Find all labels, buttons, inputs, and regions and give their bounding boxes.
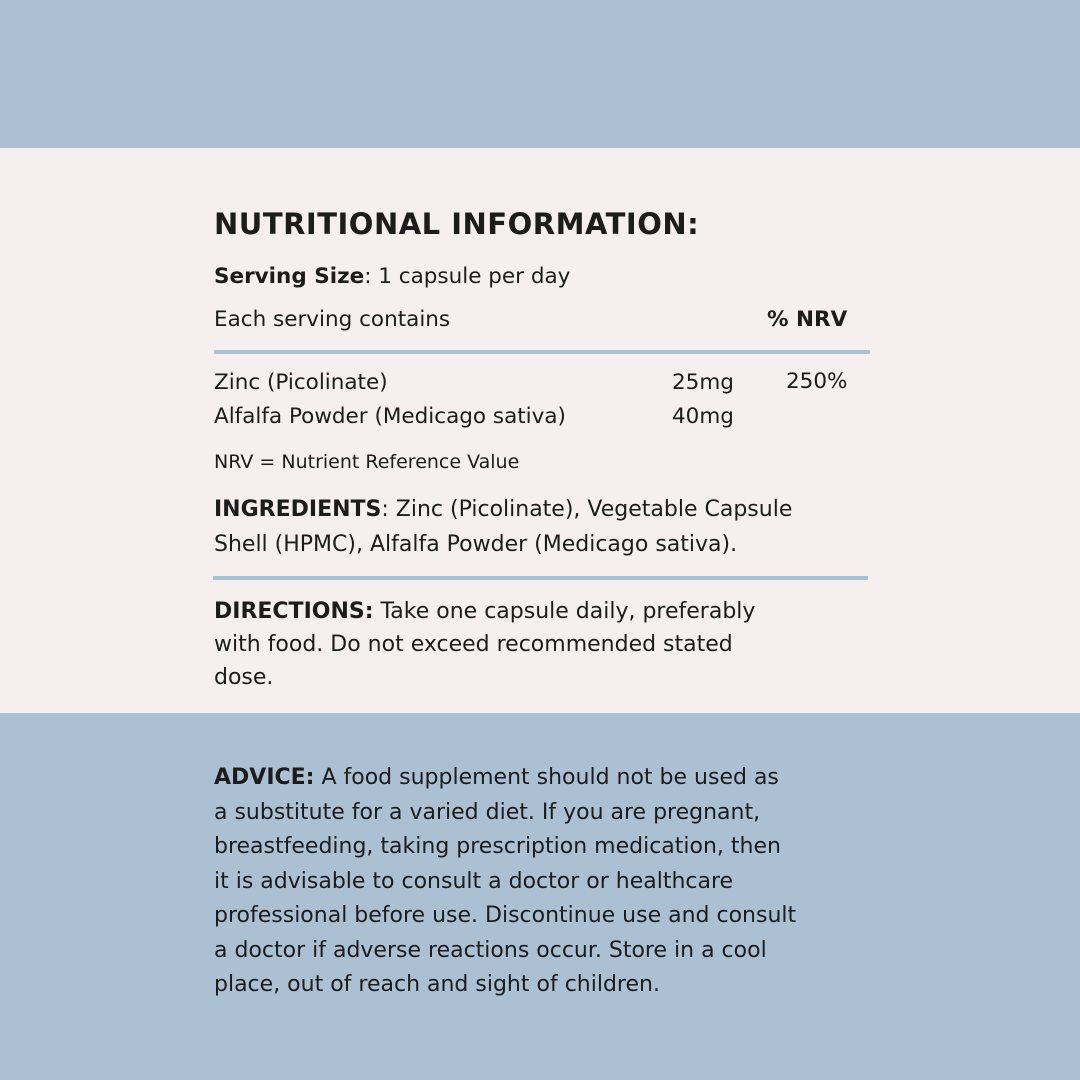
table-row-amount: 40mg xyxy=(672,404,734,429)
serving-size xyxy=(214,264,570,289)
directions-label: DIRECTIONS: xyxy=(214,599,374,624)
advice-paragraph xyxy=(214,761,796,1003)
advice-text: professional before use. Discontinue use and consult xyxy=(214,903,797,928)
ingredients-text: : Zinc (Picolinate), Vegetable Capsule xyxy=(381,497,793,522)
table-row-amount: 25mg xyxy=(672,370,734,395)
table-divider xyxy=(214,350,870,354)
serving-size-label: Serving Size xyxy=(214,264,365,289)
top-band xyxy=(0,0,1080,148)
advice-text: a substitute for a varied diet. If you are pregnant, xyxy=(214,799,761,825)
directions-text: Take one capsule daily, preferably xyxy=(373,599,756,624)
directions-text: dose. xyxy=(214,665,274,690)
table-row-nrv: 250% xyxy=(786,369,848,394)
section-divider xyxy=(213,576,868,580)
ingredients-label: INGREDIENTS xyxy=(214,497,382,522)
table-row-name: Alfalfa Powder (Medicago sativa) xyxy=(214,404,566,429)
directions-text: with food. Do not exceed recommended stated xyxy=(214,632,733,657)
advice-text: it is advisable to consult a doctor or healthcare xyxy=(214,868,734,894)
advice-text: place, out of reach and sight of children. xyxy=(214,972,660,997)
page-title: NUTRITIONAL INFORMATION: xyxy=(214,207,700,241)
ingredients-paragraph xyxy=(214,493,792,562)
directions-paragraph xyxy=(214,595,755,694)
nrv-footnote: NRV = Nutrient Reference Value xyxy=(214,451,520,473)
advice-text: A food supplement should not be used as xyxy=(314,765,779,790)
table-header-nrv: % NRV xyxy=(767,307,848,332)
advice-text: breastfeeding, taking prescription medication, then xyxy=(214,834,781,859)
advice-text: a doctor if adverse reactions occur. Store in a cool xyxy=(214,937,767,963)
table-row-name: Zinc (Picolinate) xyxy=(214,370,388,395)
table-header-left: Each serving contains xyxy=(214,307,451,332)
advice-label: ADVICE: xyxy=(214,765,315,790)
ingredients-text: Shell (HPMC), Alfalfa Powder (Medicago sativa). xyxy=(214,531,738,557)
serving-size-value: : 1 capsule per day xyxy=(364,264,571,289)
